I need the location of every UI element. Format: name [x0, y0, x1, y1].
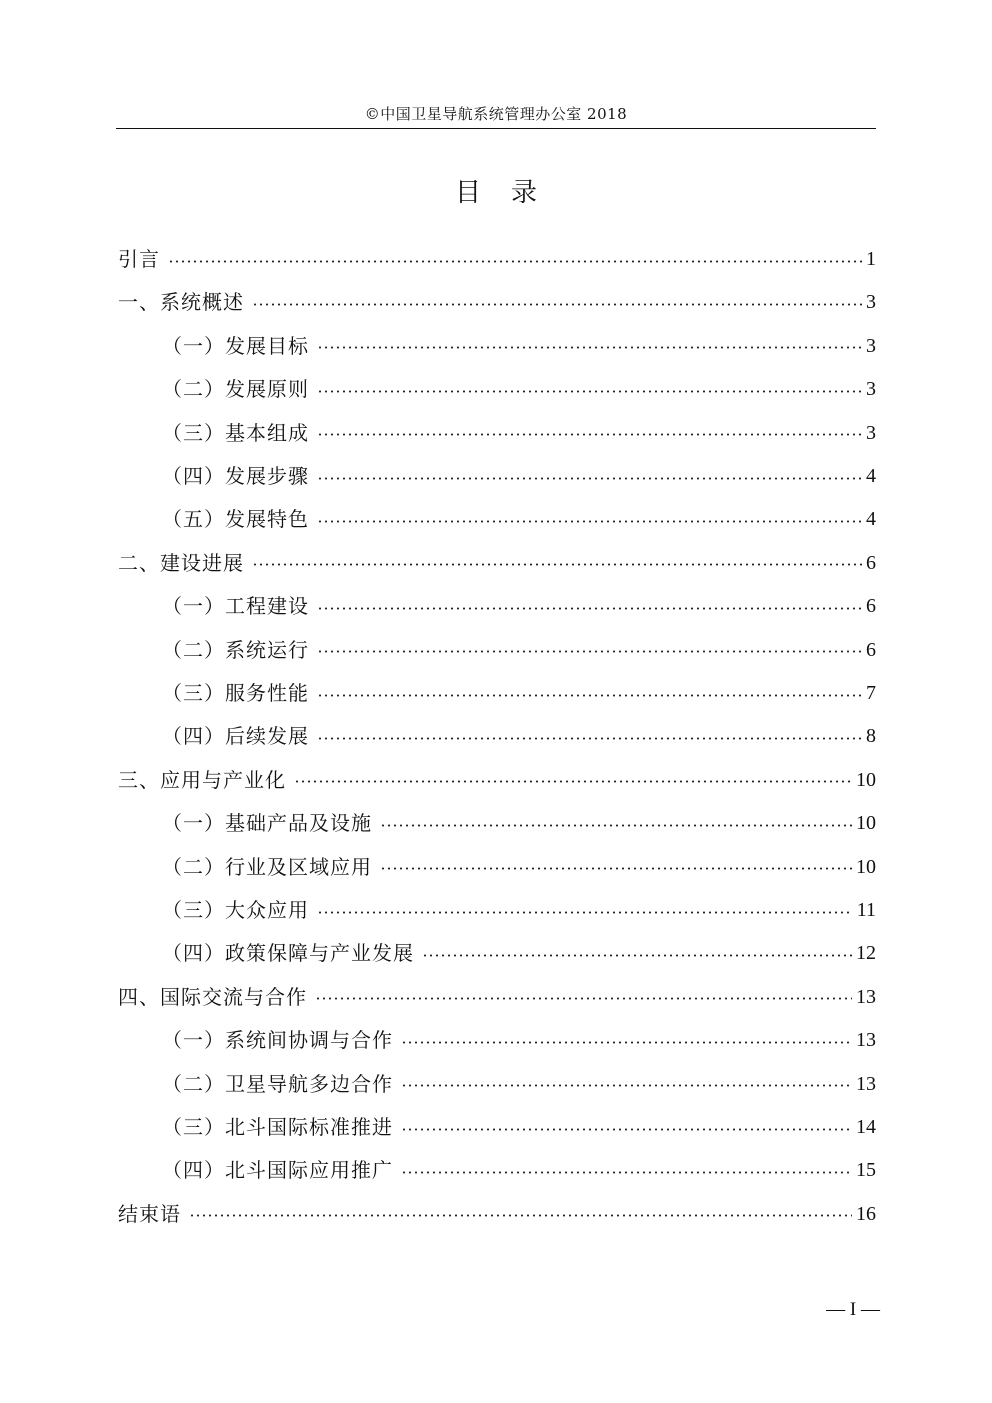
- toc-entry[interactable]: [118, 1199, 876, 1229]
- dot-leader: [252, 563, 862, 566]
- toc-entry-label: （五）发展特色: [162, 507, 309, 532]
- dot-leader: [294, 780, 852, 783]
- toc-entry[interactable]: [118, 548, 876, 578]
- toc-entry-label: 引言: [118, 247, 160, 271]
- toc-entry-label: 一、系统概述: [118, 290, 244, 315]
- toc-entry-label: （一）基础产品及设施: [162, 811, 372, 836]
- toc-entry-page-number: 10: [856, 855, 876, 878]
- toc-entry-page-number: 11: [856, 899, 876, 921]
- toc-entry-page-number: 6: [866, 595, 876, 618]
- dot-leader: [317, 390, 862, 393]
- toc-entry-label: （一）工程建设: [162, 594, 309, 619]
- toc-entry-page-number: 3: [866, 378, 876, 401]
- toc-entry-page-number: 10: [856, 768, 876, 791]
- toc-entry-label: （二）行业及区域应用: [162, 854, 372, 879]
- toc-entry-label: （二）卫星导航多边合作: [162, 1071, 393, 1096]
- toc-entry-page-number: 13: [856, 985, 876, 1008]
- toc-entry-label: （一）系统间协调与合作: [162, 1028, 393, 1053]
- dot-leader: [401, 1128, 852, 1131]
- toc-entry[interactable]: [118, 287, 876, 317]
- toc-entry-label: （二）发展原则: [162, 377, 309, 402]
- toc-entry[interactable]: [162, 635, 876, 665]
- toc-entry[interactable]: [162, 504, 876, 534]
- toc-entry-page-number: 6: [866, 638, 876, 661]
- dot-leader: [317, 911, 853, 914]
- toc-entry-page-number: 3: [866, 421, 876, 444]
- page-number: — I —: [826, 1299, 880, 1320]
- dot-leader: [317, 520, 862, 523]
- toc-entry-label: （四）北斗国际应用推广: [162, 1158, 393, 1183]
- dot-leader: [315, 997, 852, 1000]
- toc-entry-label: 四、国际交流与合作: [118, 984, 307, 1009]
- toc-entry[interactable]: [162, 721, 876, 751]
- dot-leader: [401, 1041, 852, 1044]
- toc-entry[interactable]: [162, 591, 876, 621]
- toc-entry-label: （三）基本组成: [162, 420, 309, 445]
- dot-leader: [317, 346, 862, 349]
- dot-leader: [401, 1084, 852, 1087]
- toc-entry[interactable]: [162, 1112, 876, 1142]
- toc-entry-page-number: 16: [856, 1202, 876, 1225]
- toc-entry-page-number: 12: [856, 942, 876, 965]
- dot-leader: [252, 303, 862, 306]
- page-header: ©中国卫星导航系统管理办公室 2018: [364, 105, 628, 123]
- toc-entry-page-number: 13: [856, 1029, 876, 1052]
- toc-entry[interactable]: [162, 1155, 876, 1185]
- toc-entry-page-number: 14: [856, 1116, 876, 1138]
- toc-entry[interactable]: [162, 418, 876, 448]
- dot-leader: [317, 737, 862, 740]
- dot-leader: [317, 477, 862, 480]
- toc-entry-label: 三、应用与产业化: [118, 767, 286, 792]
- toc-entry[interactable]: [162, 1069, 876, 1099]
- toc-entry[interactable]: [162, 852, 876, 882]
- toc-entry-label: （四）后续发展: [162, 724, 309, 749]
- dot-leader: [168, 260, 862, 263]
- dot-leader: [380, 867, 852, 870]
- toc-entry-label: （三）大众应用: [162, 898, 309, 922]
- toc-entry-label: （三）北斗国际标准推进: [162, 1115, 393, 1139]
- toc-entry[interactable]: [118, 982, 876, 1012]
- toc-entry-page-number: 8: [866, 725, 876, 748]
- toc-entry-page-number: 3: [866, 334, 876, 357]
- toc-entry-label: 结束语: [118, 1201, 181, 1226]
- dot-leader: [317, 433, 862, 436]
- toc-entry-page-number: 7: [866, 682, 876, 704]
- dot-leader: [189, 1214, 852, 1217]
- toc-entry-page-number: 6: [866, 551, 876, 574]
- toc-entry-label: 二、建设进展: [118, 550, 244, 575]
- toc-entry[interactable]: [118, 765, 876, 795]
- toc-entry-page-number: 3: [866, 291, 876, 314]
- toc-entry-page-number: 13: [856, 1072, 876, 1095]
- toc-entry-label: （二）系统运行: [162, 637, 309, 662]
- toc-entry-label: （三）服务性能: [162, 681, 309, 705]
- toc-entry[interactable]: [162, 1025, 876, 1055]
- toc-entry-page-number: 10: [856, 812, 876, 835]
- page-title: 目录: [454, 178, 567, 208]
- toc-entry-label: （四）发展步骤: [162, 464, 309, 488]
- toc-entry-page-number: 4: [866, 508, 876, 531]
- toc-entry[interactable]: [162, 895, 876, 925]
- toc-entry-page-number: 4: [866, 465, 876, 487]
- dot-leader: [380, 824, 852, 827]
- toc-entry[interactable]: [162, 808, 876, 838]
- dot-leader: [317, 650, 862, 653]
- toc-entry[interactable]: [118, 244, 876, 274]
- toc-entry-label: （一）发展目标: [162, 333, 309, 358]
- toc-entry[interactable]: [162, 938, 876, 968]
- toc-entry-page-number: 1: [866, 248, 876, 270]
- dot-leader: [401, 1171, 852, 1174]
- toc-entry-label: （四）政策保障与产业发展: [162, 941, 414, 966]
- toc-entry[interactable]: [162, 331, 876, 361]
- toc-entry[interactable]: [162, 461, 876, 491]
- toc-entry[interactable]: [162, 678, 876, 708]
- dot-leader: [422, 954, 852, 957]
- dot-leader: [317, 607, 862, 610]
- toc-entry-page-number: 15: [856, 1159, 876, 1182]
- dot-leader: [317, 694, 862, 697]
- toc-entry[interactable]: [162, 374, 876, 404]
